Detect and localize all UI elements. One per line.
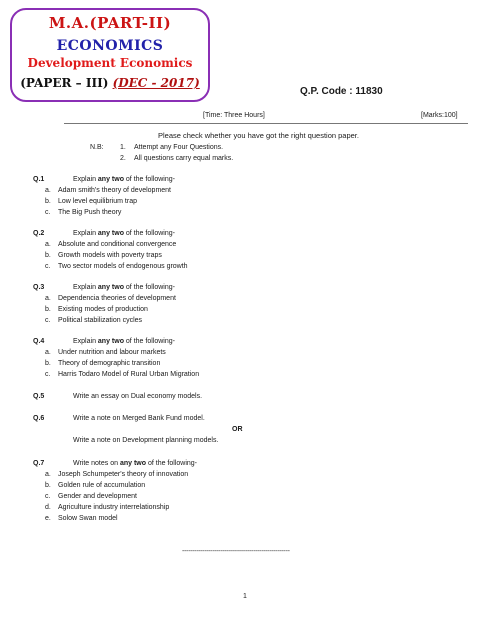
or-separator: OR xyxy=(232,426,243,433)
nb-item-number: 1. xyxy=(120,144,126,151)
total-marks: [Marks:100] xyxy=(421,112,458,119)
paper-number: (PAPER – III) xyxy=(20,76,113,90)
question-prompt: Explain any two of the following- xyxy=(73,338,175,345)
page-number: 1 xyxy=(243,593,247,600)
title-box xyxy=(10,8,210,102)
question-prompt: Write a note on Merged Bank Fund model. xyxy=(73,415,205,422)
question-prompt: Explain any two of the following- xyxy=(73,176,175,183)
nb-item-text: Attempt any Four Questions. xyxy=(134,144,224,151)
question-alternative: Write a note on Development planning models. xyxy=(73,437,219,444)
question-prompt: Write notes on any two of the following- xyxy=(73,460,197,467)
time-allowed: [Time: Three Hours] xyxy=(203,112,265,119)
paper-line xyxy=(12,76,208,90)
question-number: Q.7 xyxy=(33,460,45,467)
question-paper-page: M.A.(PART-II) ECONOMICS Development Economics (PAPER – III) (DEC - 2017) Q.P. Code : 11830 [Time: Three Hours] [Marks:100] Please check whether you have got the right question paper. N.B: 1. Attempt any Four Questions. 2. All questions carry equal marks. Q.1 Explain any two of the following- a. Adam smith's theory of development b. Low level equilibrium trap c. The Big Push theory Q.2 Explain any two of the following- a. Absolute and conditional convergence b. Growth models with poverty traps c. Two sector models of endogenous growth Q.3 Explain any two of the following- a. Dependencia theories of development b. Existing modes of production c. Political stabilization cycles Q.4 Explain any two of the following- a. Under nutrition and labour markets b. Theory of demographic transition c. Harris Todaro Model of Rural Urban Migration Q.5 Write an essay on Dual economy models. Q.6 Write a note on Merged Bank Fund model. OR Write a note on Development planning models. Q.7 Write notes on any two of the following- a. Joseph Schumpeter's theory of innovation b. Golden rule of accumulation c. Gender and development d. Agriculture industry interrelationship e. Solow Swan model ----------------------------------------------------- 1 xyxy=(0,0,494,640)
question-number: Q.1 xyxy=(33,176,45,183)
check-instruction: Please check whether you have got the right question paper. xyxy=(158,131,359,140)
question-number: Q.2 xyxy=(33,230,45,237)
exam-session: (DEC - 2017) xyxy=(112,76,200,90)
divider-line xyxy=(64,123,468,124)
nb-item-text: All questions carry equal marks. xyxy=(134,155,234,162)
paper-subject: Development Economics xyxy=(27,56,193,70)
question-prompt: Write an essay on Dual economy models. xyxy=(73,393,203,400)
course-title: M.A.(PART-II) xyxy=(48,14,172,32)
subject-title: ECONOMICS xyxy=(56,38,164,54)
qp-code: Q.P. Code : 11830 xyxy=(300,86,383,97)
nb-item-number: 2. xyxy=(120,155,126,162)
question-prompt: Explain any two of the following- xyxy=(73,230,175,237)
nb-label: N.B: xyxy=(90,144,104,151)
question-number: Q.3 xyxy=(33,284,45,291)
question-number: Q.6 xyxy=(33,415,45,422)
end-marker: ----------------------------------------------------- xyxy=(182,548,290,555)
question-prompt: Explain any two of the following- xyxy=(73,284,175,291)
question-number: Q.4 xyxy=(33,338,45,345)
question-number: Q.5 xyxy=(33,393,45,400)
